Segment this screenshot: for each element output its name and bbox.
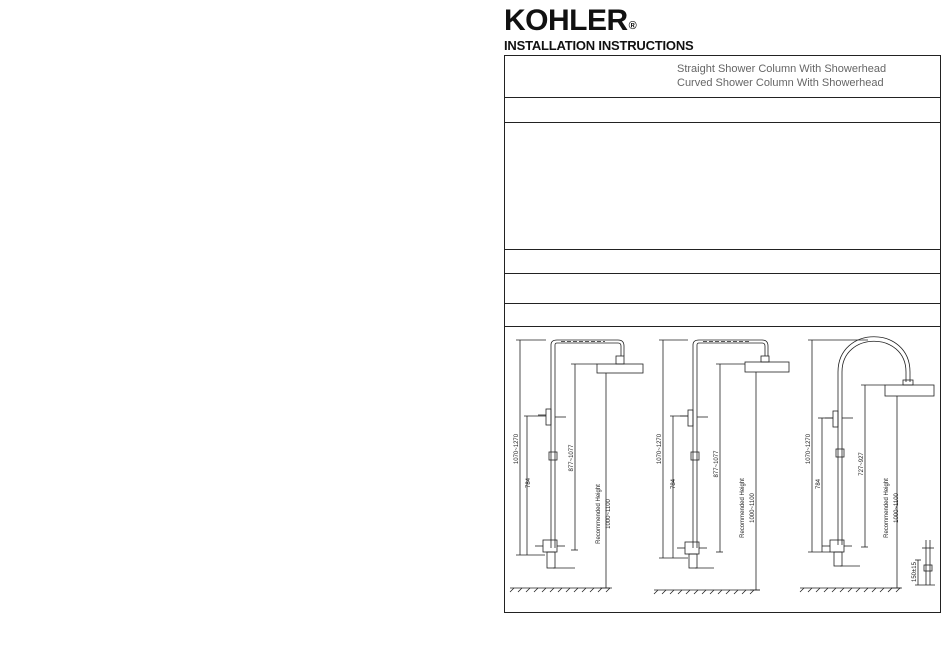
dim-mid-2: 784 — [671, 478, 677, 490]
dim-total-3: 1070~1270 — [806, 433, 812, 465]
dim-mid-3: 784 — [816, 478, 822, 490]
dim-head-2: 877~1077 — [714, 450, 720, 478]
product-name-curved: Curved Shower Column With Showerhead — [677, 77, 884, 89]
document-title: INSTALLATION INSTRUCTIONS — [504, 38, 694, 53]
product-name-straight: Straight Shower Column With Showerhead — [677, 63, 887, 75]
dim-rec-range-1: 1000~1100 — [606, 499, 612, 529]
dim-total-2: 1070~1270 — [657, 433, 663, 465]
dim-mid-1: 784 — [526, 477, 532, 489]
straight-column-diagram-1 — [510, 340, 643, 592]
curved-column-diagram — [800, 337, 935, 592]
dim-rec-range-3: 1000~1100 — [894, 493, 900, 523]
dim-head-3: 727~927 — [859, 452, 865, 476]
kohler-logo: KOHLER® — [504, 4, 637, 37]
dim-rec-3: Recommended Height — [884, 478, 890, 538]
straight-column-diagram-2 — [654, 340, 789, 594]
dim-total-1: 1070~1270 — [514, 433, 520, 465]
dim-rec-1: Recommended Height — [596, 484, 602, 544]
dim-rec-range-2: 1000~1100 — [750, 493, 756, 523]
dim-head-1: 877~1077 — [569, 444, 575, 472]
dim-rec-2: Recommended Height — [740, 478, 746, 538]
dim-small-3: 150±15 — [912, 562, 918, 582]
